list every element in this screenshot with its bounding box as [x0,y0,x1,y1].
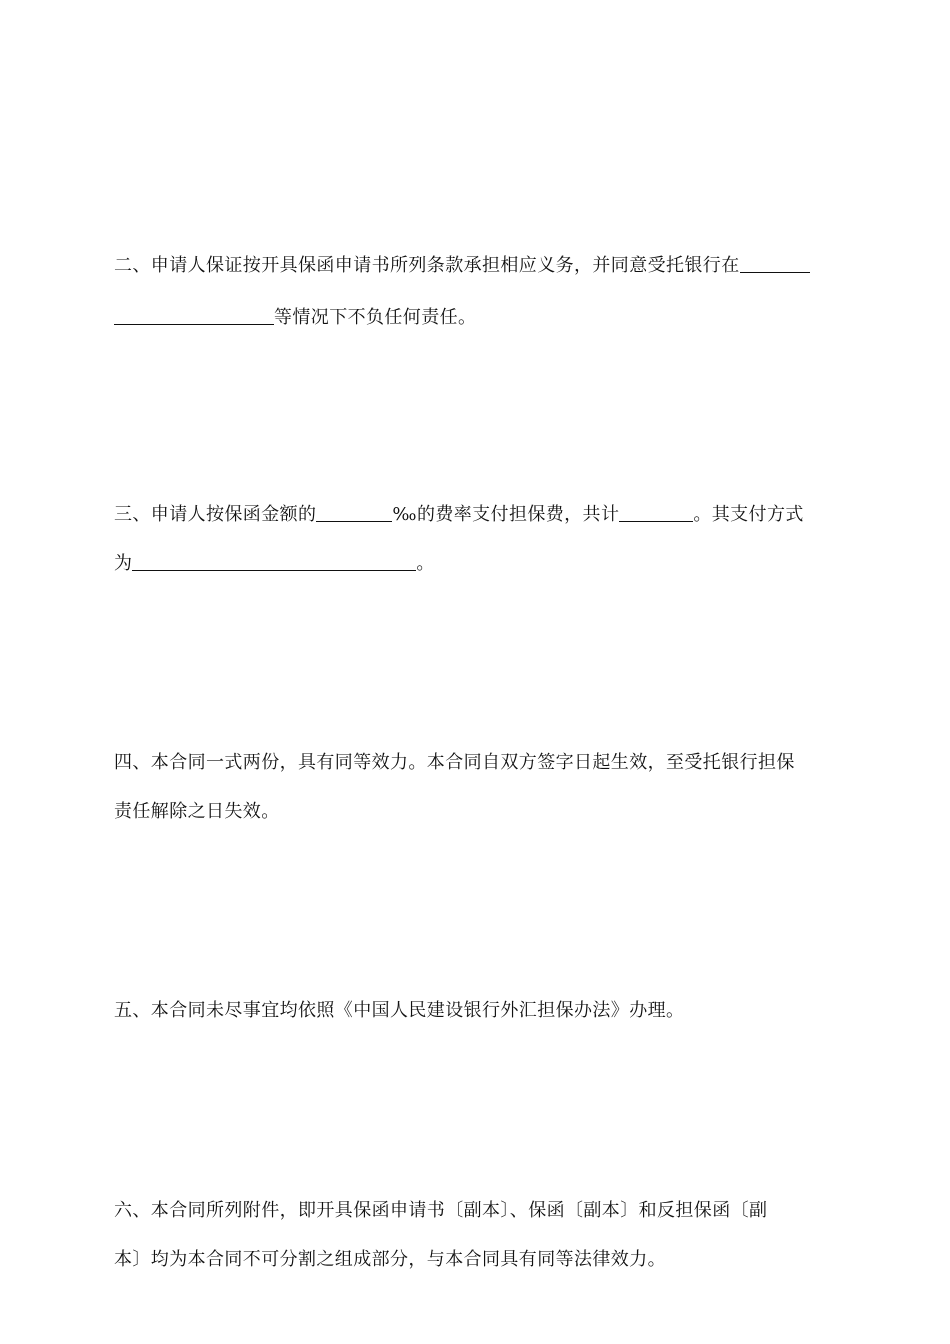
clause-3-text-a: 三、申请人按保函金额的 [114,504,317,525]
clause-2-line-1 [114,254,844,278]
clause-4-line-2 [114,800,844,824]
clause-3-text-c: 。其支付方式 [693,504,804,525]
clause-3-text-e: 。 [416,553,435,574]
clause-4-text: 四、本合同一式两份，具有同等效力。本合同自双方签字日起生效，至受托银行担保 [114,752,795,773]
clause-5-text: 五、本合同未尽事宜均依照《中国人民建设银行外汇担保办法》办理。 [114,1000,685,1021]
clause-3-text-d: 为 [114,553,133,574]
fill-in-blank [740,256,810,273]
clause-2-text: 二、申请人保证按开具保函申请书所列条款承担相应义务，并同意受托银行在 [114,255,740,276]
clause-5-line-1 [114,999,844,1023]
clause-2-line-2 [114,306,844,330]
clause-6-line-2 [114,1248,844,1272]
clause-4-text-continued: 责任解除之日失效。 [114,801,280,822]
payment-method-blank [132,554,416,571]
fill-in-blank [114,308,274,325]
total-fee-blank [619,505,693,522]
clause-3-line-1 [114,503,844,527]
clause-4-line-1 [114,751,844,775]
clause-2-text-continued: 等情况下不负任何责任。 [274,307,477,328]
clause-3-text-b: ‰的费率支付担保费，共计 [392,504,620,525]
clause-3-line-2 [114,552,844,576]
clause-6-line-1 [114,1199,844,1223]
clause-6-text-continued: 本〕均为本合同不可分割之组成部分，与本合同具有同等法律效力。 [114,1249,666,1270]
rate-blank [316,505,392,522]
clause-6-text: 六、本合同所列附件，即开具保函申请书〔副本〕、保函〔副本〕和反担保函〔副 [114,1200,768,1221]
